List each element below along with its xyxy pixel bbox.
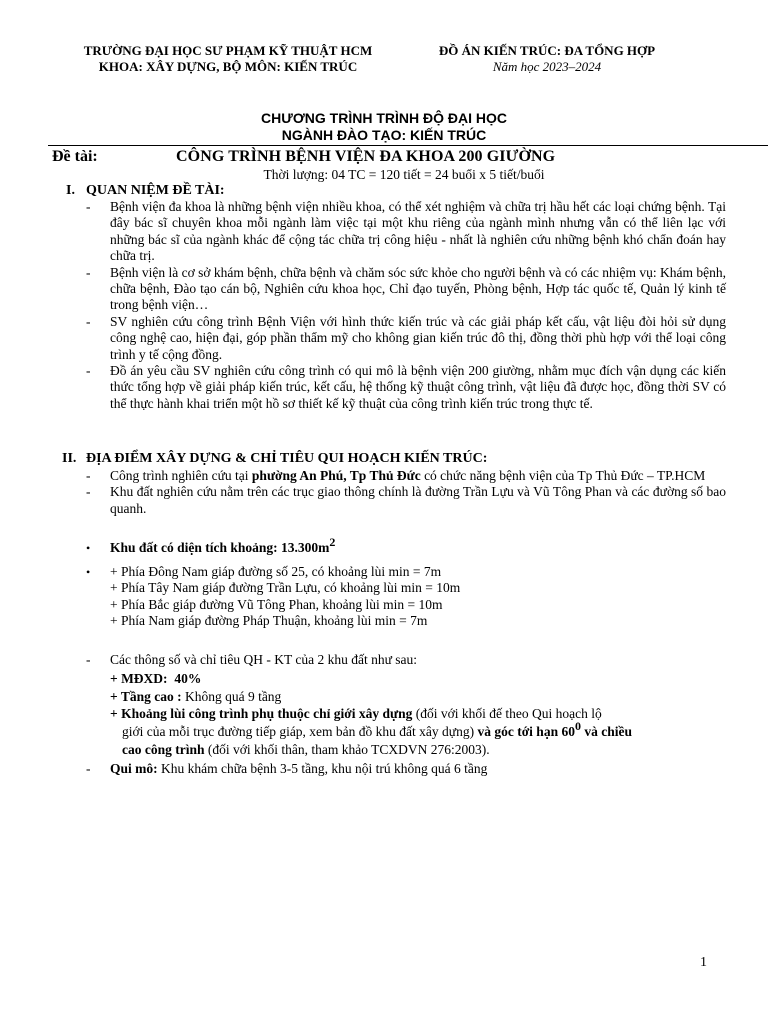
height-line: + Tầng cao : Không quá 9 tầng [110, 689, 282, 704]
setback-line-3: cao công trình (đối với khối thân, tham khảo TCXDVN 276:2003). [122, 742, 490, 757]
section-1-list [86, 199, 726, 412]
project-name: ĐỒ ÁN KIẾN TRÚC: ĐA TỔNG HỢP [438, 43, 656, 58]
section-2-list [86, 468, 726, 517]
bullet-dot-icon: • [86, 565, 91, 579]
university-name: TRƯỜNG ĐẠI HỌC SƯ PHẠM KỸ THUẬT HCM [83, 43, 373, 58]
list-item: - Các thông số và chỉ tiêu QH - KT của 2 khu đất như sau: [86, 652, 418, 667]
boundary-line: + Phía Tây Nam giáp đường Trần Lựu, có khoảng lùi min = 10m [110, 580, 461, 596]
page-number: 1 [700, 955, 707, 970]
setback-line-2: giới của mỗi trục đường tiếp giáp, xem bản đồ khu đất xây dựng) và góc tới hạn $60^0$ và chiều [122, 719, 632, 739]
program-line-2: NGÀNH ĐÀO TẠO: KIẾN TRÚC [281, 127, 487, 143]
header-rule [48, 145, 768, 146]
list-item: - Đồ án yêu cầu SV nghiên cứu công trình có qui mô là bệnh viện 200 giường, nhằm mục đích vận dụng các kiến thức tổng hợp về giải pháp kiến trúc, kết cấu, hệ thống kỹ thuật công trình, vật liệu đã được học, đồng thời SV có thể thực hành khai triển một hồ sơ thiết kế kỹ thuật của công trình kiến trúc trong thực tế. [86, 363, 726, 411]
boundary-line: + Phía Nam giáp đường Pháp Thuận, khoảng lùi min = 7m [110, 613, 428, 629]
project-header [412, 43, 682, 75]
list-item: - Bệnh viện đa khoa là những bệnh viện nhiều khoa, có thể xét nghiệm và chữa trị hầu hết các loại chứng bệnh. Tại đây bác sĩ chuyên khoa mỗi ngành làm việc tại một khu riêng của ngành mình nhưng vẫn có thể liên lạc với những bác sĩ của ngành khác để cộng tác chữa trị công hiệu - nhất là nghiên cứu những bệnh khó chẩn đoán hay chữa trị. [86, 199, 726, 264]
density-line: + MĐXD: 40% [110, 671, 202, 686]
section-2-scale [86, 761, 726, 777]
topic-title: CÔNG TRÌNH BỆNH VIỆN ĐA KHOA 200 GIƯỜNG [176, 148, 556, 165]
section-2-number: II. [62, 451, 77, 466]
section-2-params [86, 652, 726, 668]
list-item: - SV nghiên cứu công trình Bệnh Viện với hình thức kiến trúc và các giải pháp kết cấu, vật liệu đòi hỏi sử dụng công nghệ cao, hiện đại, góp phần thẩm mỹ cho không gian kiến trúc đô thị, đồng thời phù hợp với thể loại công trình y tế cộng đồng. [86, 313, 726, 362]
list-item: - Công trình nghiên cứu tại phường An Phú, Tp Thủ Đức có chức năng bệnh viện của Tp Thủ Đức – TP.HCM [86, 468, 706, 483]
section-1-number: I. [66, 183, 75, 198]
program-title [0, 110, 768, 144]
list-item: - Qui mô: Khu khám chữa bệnh 3-5 tầng, khu nội trú không quá 6 tầng [86, 761, 488, 776]
list-item: - Bệnh viện là cơ sở khám bệnh, chữa bệnh và chăm sóc sức khỏe cho người bệnh và có các nhiệm vụ: Khám bệnh, chữa bệnh, Đào tạo cán bộ, Nghiên cứu khoa học, Chỉ đạo tuyến, Phòng bệnh, Hợp tác quốc tế, Quản lý kinh tế trong bệnh viện… [86, 264, 726, 313]
document-page: TRƯỜNG ĐẠI HỌC SƯ PHẠM KỸ THUẬT HCM KHOA: XÂY DỰNG, BỘ MÔN: KIẾN TRÚC ĐỒ ÁN KIẾN TRÚC: ĐA TỔNG HỢP Năm học 2023–2024 CHƯƠNG TRÌNH TRÌNH ĐỘ ĐẠI HỌC NGÀNH ĐÀO TẠO: KIẾN TRÚC Đề tài: CÔNG TRÌNH BỆNH VIỆN ĐA KHOA 200 GIƯỜNG Thời lượng: 04 TC = 120 tiết = 24 buổi x 5 tiết/buổi I. QUAN NIỆM ĐỀ TÀI: - Bệnh viện đa khoa là những bệnh viện nhiều khoa, có thể xét nghiệm và chữa trị hầu hết các loại chứng bệnh. Tại đây bác sĩ chuyên khoa mỗi ngành làm việc tại một khu riêng của ngành mình nhưng vẫn có thể liên lạc với những bác sĩ của ngành khác để cộng tác chữa trị công hiệu - nhất là nghiên cứu những bệnh khó chẩn đoán hay chữa trị. - Bệnh viện là cơ sở khám bệnh, chữa bệnh và chăm sóc sức khỏe cho người bệnh và có các nhiệm vụ: Khám bệnh, chữa bệnh, Đào tạo cán bộ, Nghiên cứu khoa học, Chỉ đạo tuyến, Phòng bệnh, Hợp tác quốc tế, Quản lý kinh tế trong bệnh viện… - SV nghiên cứu công trình Bệnh Viện với hình thức kiến trúc và các giải pháp kết cấu, vật liệu đòi hỏi sử dụng công nghệ cao, hiện đại, góp phần thẩm mỹ cho không gian kiến trúc đô thị, đồng thời phù hợp với thể loại công trình y tế cộng đồng. - Đồ án yêu cầu SV nghiên cứu công trình có qui mô là bệnh viện 200 giường, nhằm mục đích vận dụng các kiến thức tổng hợp về giải pháp kiến trúc, kết cấu, hệ thống kỹ thuật công trình, vật liệu đã được học, đồng thời SV có thể thực hành khai triển một hồ sơ thiết kế kỹ thuật của công trình kiến trúc trong thực tế. II. ĐỊA ĐIỂM XÂY DỰNG & CHỈ TIÊU QUI HOẠCH KIẾN TRÚC: - Công trình nghiên cứu tại phường An Phú, Tp Thủ Đức có chức năng bệnh viện của Tp Thủ Đức – TP.HCM - Khu đất nghiên cứu nằm trên các trục giao thông chính là đường Trần Lựu và Vũ Tông Phan và các đường số bao quanh. • Khu đất có diện tích khoảng: $13.300m^2$ • + Phía Đông Nam giáp đường số 25, có khoảng lùi min = 7m + Phía Tây Nam giáp đường Trần Lựu, có khoảng lùi min = 10m + Phía Bắc giáp đường Vũ Tông Phan, khoảng lùi min = 10m + Phía Nam giáp đường Pháp Thuận, khoảng lùi min = 7m - Các thông số và chỉ tiêu QH - KT của 2 khu đất như sau: + MĐXD: 40% + Tầng cao : Không quá 9 tầng + Khoảng lùi công trình phụ thuộc chỉ giới xây dựng (đối với khối đế theo Qui hoạch lộ giới của mỗi trục đường tiếp giáp, xem bản đồ khu đất xây dựng) và góc tới hạn $60^0$ và chiều cao công trình (đối với khối thân, tham khảo TCXDVN 276:2003). - Qui mô: Khu khám chữa bệnh 3-5 tầng, khu nội trú không quá 6 tầng 1 [0, 0, 768, 1024]
university-header [58, 43, 398, 75]
section-2-heading: ĐỊA ĐIỂM XÂY DỰNG & CHỈ TIÊU QUI HOẠCH KIẾN TRÚC: [86, 451, 488, 466]
topic-duration: Thời lượng: 04 TC = 120 tiết = 24 buổi x 5 tiết/buổi [263, 167, 545, 182]
academic-year: Năm học 2023–2024 [492, 59, 602, 74]
section-1-heading: QUAN NIỆM ĐỀ TÀI: [86, 183, 225, 198]
topic-label: Đề tài: [52, 148, 98, 165]
program-line-1: CHƯƠNG TRÌNH TRÌNH ĐỘ ĐẠI HỌC [261, 110, 507, 126]
boundary-line: + Phía Bắc giáp đường Vũ Tông Phan, khoảng lùi min = 10m [110, 596, 443, 612]
bullet-dot-icon: • [86, 541, 91, 555]
list-item: - Khu đất nghiên cứu nằm trên các trục giao thông chính là đường Trần Lựu và Vũ Tông Phan và các đường số bao quanh. [86, 484, 726, 516]
faculty-name: KHOA: XÂY DỰNG, BỘ MÔN: KIẾN TRÚC [98, 59, 358, 74]
boundary-line: + Phía Đông Nam giáp đường số 25, có khoảng lùi min = 7m [110, 564, 442, 579]
location-name: phường An Phú, Tp Thủ Đức [251, 468, 421, 483]
setback-line: + Khoảng lùi công trình phụ thuộc chỉ giới xây dựng (đối với khối đế theo Qui hoạch lộ [110, 706, 602, 721]
